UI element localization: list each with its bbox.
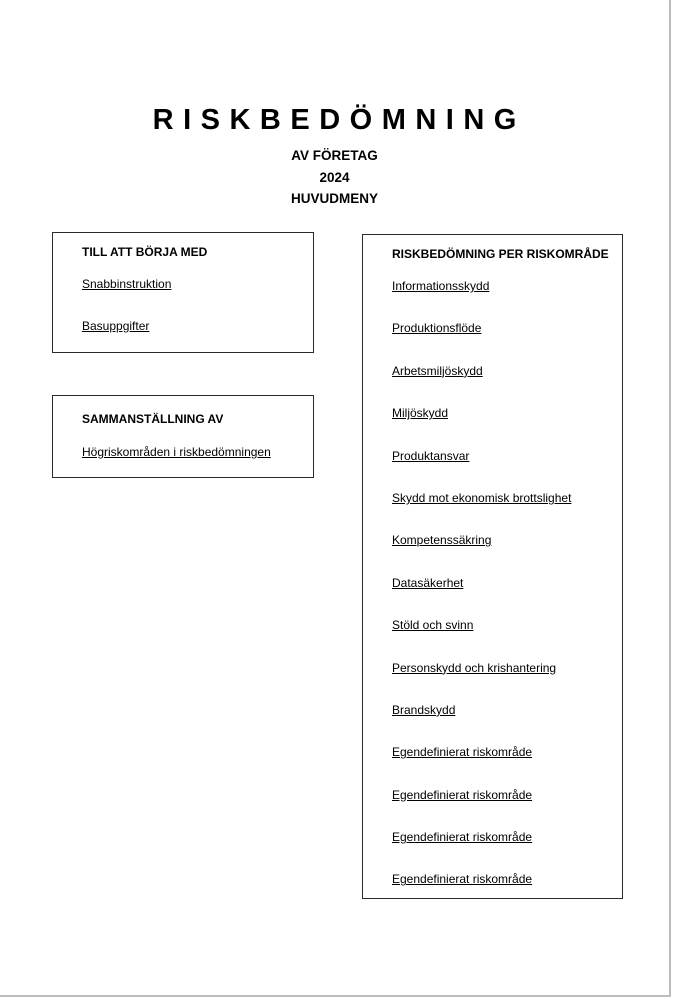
- link-snabbinstruktion[interactable]: Snabbinstruktion: [82, 277, 172, 291]
- link-datasakerhet[interactable]: Datasäkerhet: [392, 575, 464, 590]
- risk-areas-header: RISKBEDÖMNING PER RISKOMRÅDE: [392, 247, 609, 261]
- link-produktansvar[interactable]: Produktansvar: [392, 448, 470, 463]
- summary-box: [52, 395, 314, 478]
- getting-started-header: TILL ATT BÖRJA MED: [82, 245, 208, 259]
- page-title: RISKBEDÖMNING: [152, 104, 526, 136]
- page-subtitle: [0, 145, 669, 210]
- link-basuppgifter[interactable]: Basuppgifter: [82, 319, 150, 333]
- link-arbetsmiljoskydd[interactable]: Arbetsmiljöskydd: [392, 363, 483, 378]
- risk-areas-box: [362, 234, 623, 899]
- risk-areas-link-list: [392, 279, 571, 915]
- link-egendefinierat-riskomrade-1[interactable]: Egendefinierat riskområde: [392, 745, 533, 760]
- link-kompetenssakring[interactable]: Kompetenssäkring: [392, 533, 492, 548]
- link-hogriskomraden[interactable]: Högriskområden i riskbedömningen: [82, 445, 271, 459]
- getting-started-box: [52, 232, 314, 353]
- summary-header: SAMMANSTÄLLNING AV: [82, 412, 224, 426]
- link-produktionsflode[interactable]: Produktionsflöde: [392, 321, 482, 336]
- link-egendefinierat-riskomrade-2[interactable]: Egendefinierat riskområde: [392, 787, 533, 802]
- subtitle-line-1: AV FÖRETAG: [291, 148, 378, 163]
- link-egendefinierat-riskomrade-3[interactable]: Egendefinierat riskområde: [392, 830, 533, 845]
- link-egendefinierat-riskomrade-4[interactable]: Egendefinierat riskområde: [392, 872, 533, 887]
- link-stold-och-svinn[interactable]: Stöld och svinn: [392, 618, 474, 633]
- subtitle-line-2: 2024: [319, 169, 350, 185]
- link-brandskydd[interactable]: Brandskydd: [392, 702, 456, 717]
- link-skydd-mot-ekonomisk-brottslighet[interactable]: Skydd mot ekonomisk brottslighet: [392, 490, 572, 505]
- link-miljoskydd[interactable]: Miljöskydd: [392, 406, 449, 421]
- subtitle-line-3: HUVUDMENY: [290, 191, 378, 206]
- link-personskydd-och-krishantering[interactable]: Personskydd och krishantering: [392, 660, 557, 675]
- link-informationsskydd[interactable]: Informationsskydd: [392, 279, 490, 293]
